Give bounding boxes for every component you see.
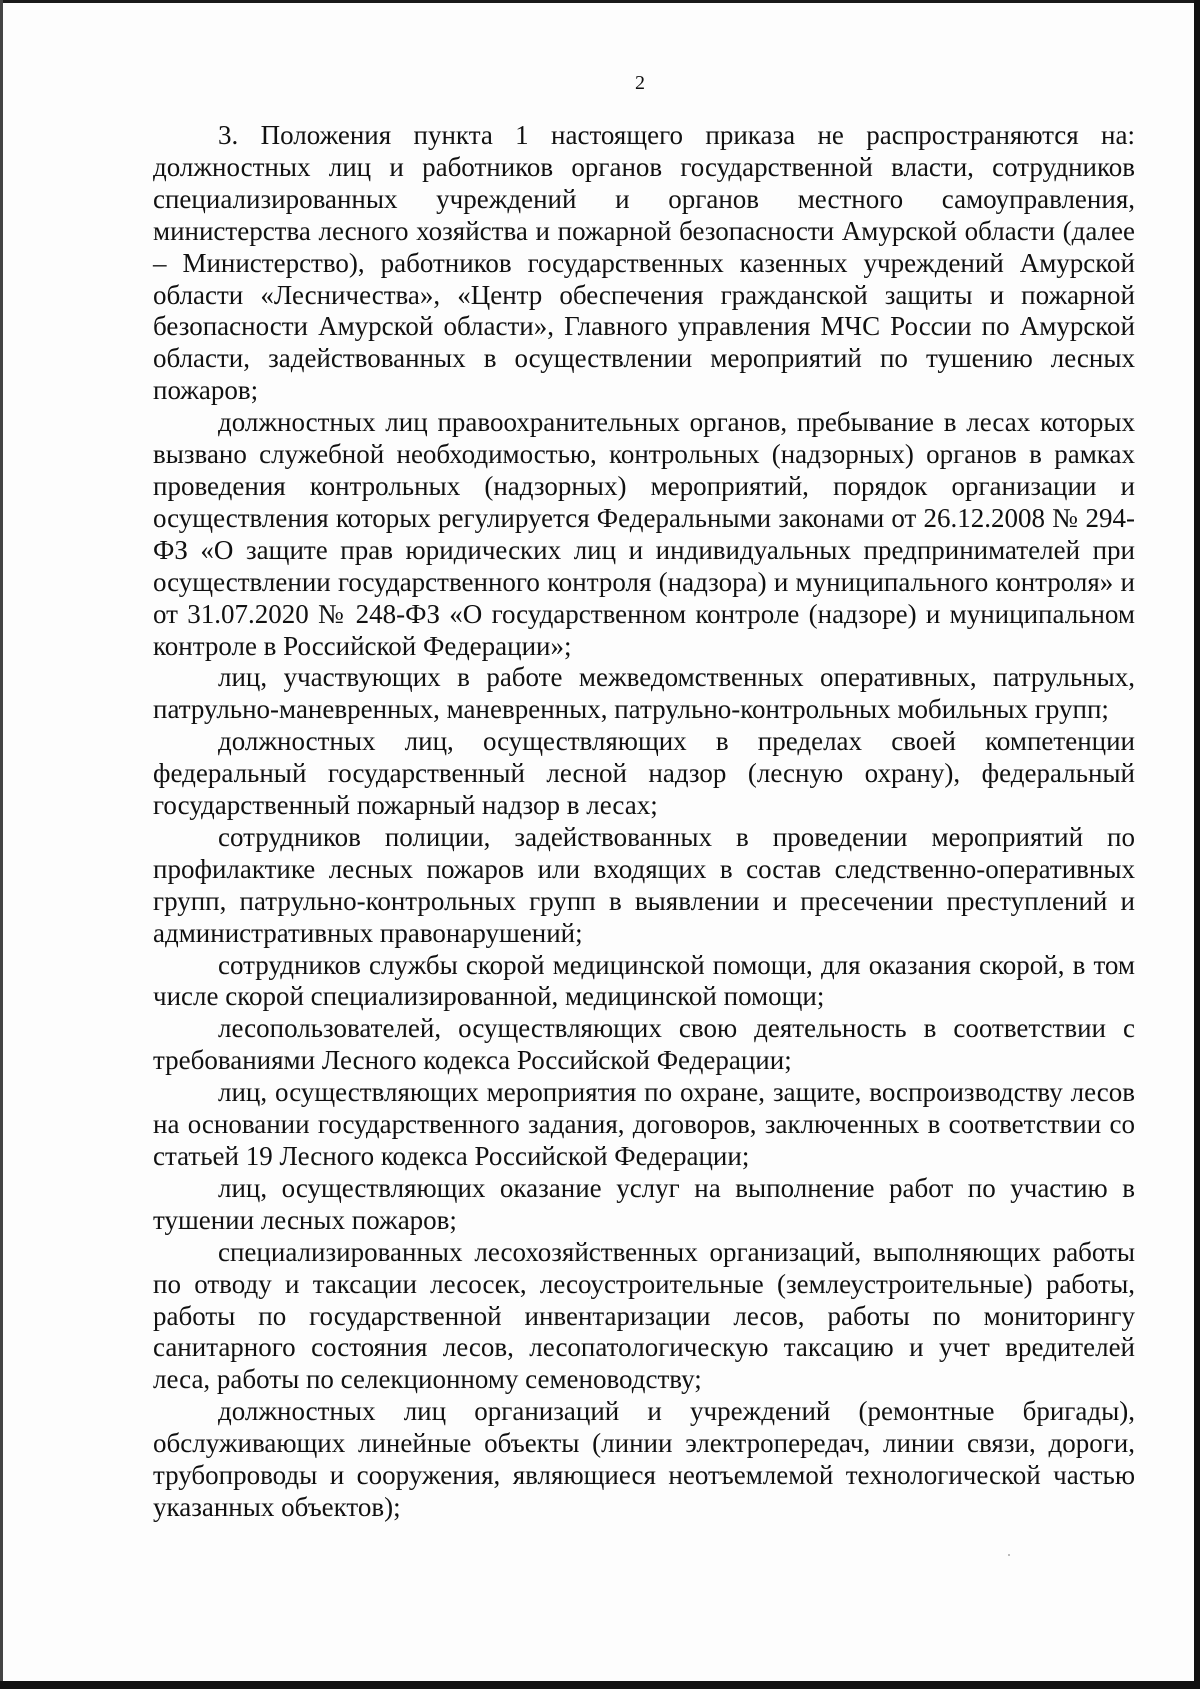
paragraph-firefighting-services: лиц, осуществляющих оказание услуг на выполнение работ по участию в тушении лесных пожаров;: [153, 1172, 1135, 1235]
page-number: 2: [635, 72, 645, 94]
paragraph-forest-supervision: должностных лиц, осуществляющих в пределах своей компетенции федеральный государственный лесной надзор (лесную охрану), федеральный государственный пожарный надзор в лесах;: [153, 726, 1135, 821]
paragraph-law-enforcement: должностных лиц правоохранительных органов, пребывание в лесах которых вызвано служебной необходимостью, контрольных (надзорных) органов в рамках проведения контрольных (надзорных) мероприятий, порядок организации и осуществления которых регулируется Федеральными законами от 26.12.2008 № 294-ФЗ «О защите прав юридических лиц и индивидуальных предпринимателей при осуществлении государственного контроля (надзора) и муниципального контроля» и от 31.07.2020 № 248-ФЗ «О государственном контроле (надзоре) и муниципальном контроле в Российской Федерации»;: [153, 407, 1135, 661]
scan-border-right: [1194, 0, 1200, 1689]
scan-border-top: [0, 0, 1200, 3]
paragraph-ambulance: сотрудников службы скорой медицинской помощи, для оказания скорой, в том числе скорой специализированной, медицинской помощи;: [153, 949, 1135, 1012]
paragraph-forestry-organizations: специализированных лесохозяйственных организаций, выполняющих работы по отводу и таксации лесосек, лесоустроительные (землеустроительные) работы, работы по государственной инвентаризации лесов, работы по мониторингу санитарного состояния лесов, лесопатологическую таксацию и учет вредителей леса, работы по селекционному семеноводству;: [153, 1236, 1135, 1395]
scan-border-bottom: [0, 1681, 1200, 1689]
paragraph-item-3: 3. Положения пункта 1 настоящего приказа не распространяются на: должностных лиц и работников органов государственной власти, сотрудников специализированных учреждений и органов местного самоуправления, министерства лесного хозяйства и пожарной безопасности Амурской области (далее – Министерство), работников государственных казенных учреждений Амурской области «Лесничества», «Центр обеспечения гражданской защиты и пожарной безопасности Амурской области», Главного управления МЧС России по Амурской области, задействованных в осуществлении мероприятий по тушению лесных пожаров;: [153, 120, 1135, 406]
scan-border-left: [0, 0, 3, 1689]
paragraph-linear-objects: должностных лиц организаций и учреждений (ремонтные бригады), обслуживающих линейные объекты (линии электропередач, линии связи, дороги, трубопроводы и сооружения, являющиеся неотъемлемой технологической частью указанных объектов);: [153, 1396, 1135, 1522]
scan-speck: [1008, 1554, 1010, 1556]
paragraph-forest-protection: лиц, осуществляющих мероприятия по охране, защите, воспроизводству лесов на основании государственного задания, договоров, заключенных в соответствии со статьей 19 Лесного кодекса Российской Федерации;: [153, 1077, 1135, 1171]
paragraph-mobile-groups: лиц, участвующих в работе межведомственных оперативных, патрульных, патрульно-маневренных, маневренных, патрульно-контрольных мобильных групп;: [153, 662, 1135, 725]
paragraph-forest-users: лесопользователей, осуществляющих свою деятельность в соответствии с требованиями Лесного кодекса Российской Федерации;: [153, 1013, 1135, 1076]
document-body: [153, 120, 1135, 1524]
paragraph-police: сотрудников полиции, задействованных в проведении мероприятий по профилактике лесных пожаров или входящих в состав следственно-оперативных групп, патрульно-контрольных групп в выявлении и пресечении преступлений и административных правонарушений;: [153, 821, 1135, 948]
